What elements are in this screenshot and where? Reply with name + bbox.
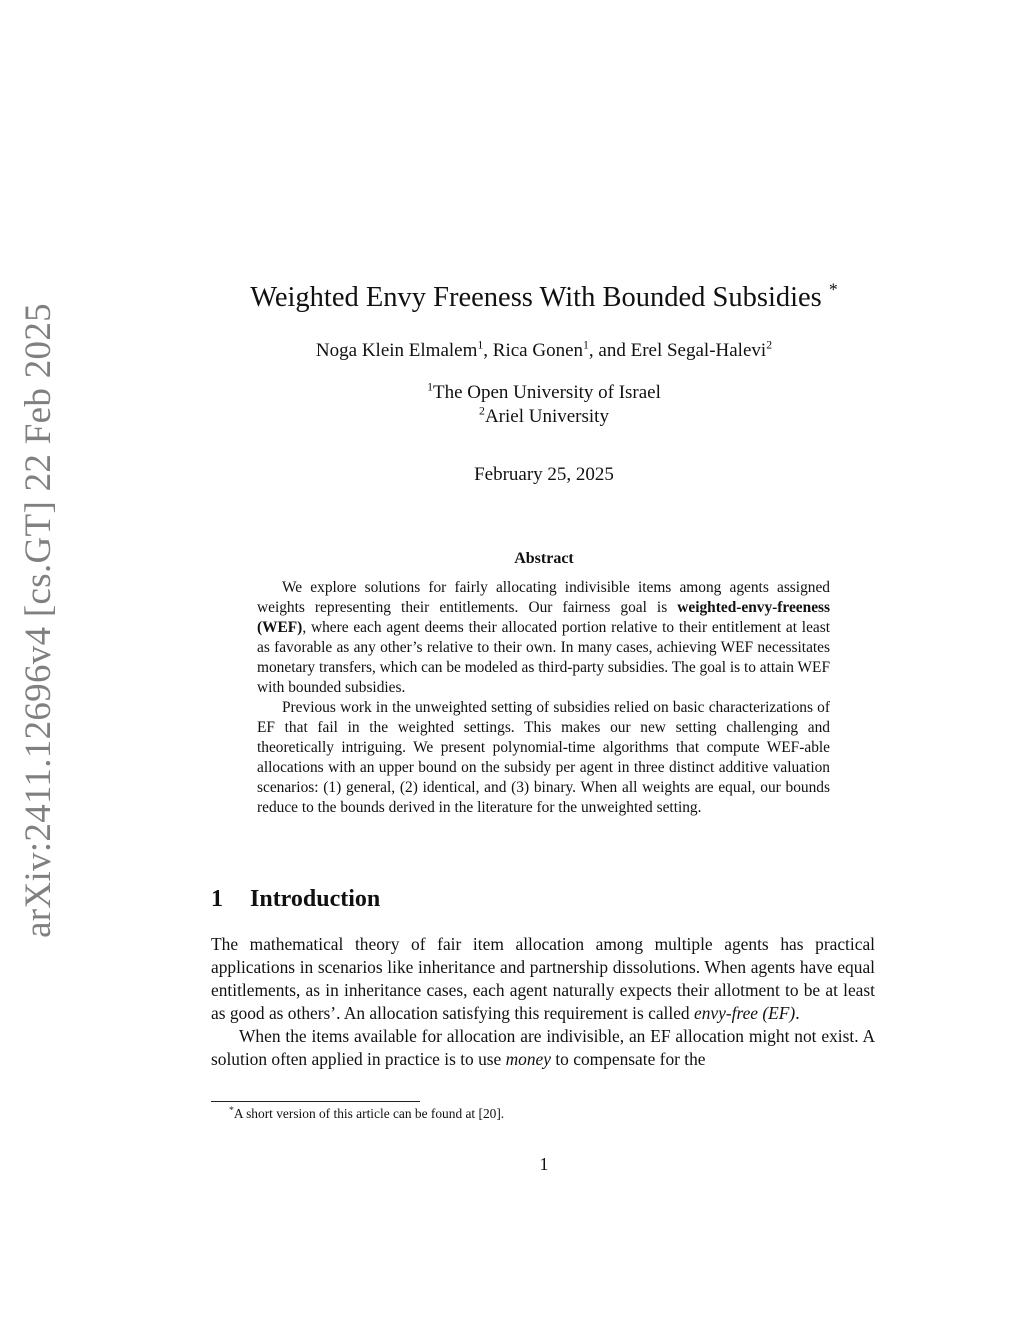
arxiv-id: arXiv:2411.12696v4 [cs.GT] 22 Feb 2025 bbox=[17, 302, 59, 938]
arxiv-stamp bbox=[14, 302, 62, 938]
intro-emphasis: money bbox=[505, 1049, 551, 1069]
author-separator: , bbox=[483, 340, 493, 361]
author-name: Noga Klein Elmalem bbox=[315, 340, 478, 361]
abstract-bold-term: weighted-envy-freeness (WEF) bbox=[257, 599, 830, 636]
abstract-paragraph: Previous work in the unweighted setting of subsidies relied on basic characterizations of EF that fail in the weighted settings. This makes our new setting challenging and theoretically intriguing. We present polynomial-time algorithms that compute WEF-able allocations with an upper bound on the subsidy per agent in three distinct additive valuation scenarios: (1) general, (2) identical, and (3) binary. When all weights are equal, our bounds reduce to the bounds derived in the literature for the unweighted setting. bbox=[257, 699, 830, 816]
paper-title bbox=[200, 279, 888, 314]
footnote-mark: * bbox=[229, 1105, 234, 1116]
footnote-text: A short version of this article can be found at [20]. bbox=[233, 1106, 505, 1121]
abstract-text: , where each agent deems their allocated portion relative to their entitlement at least as favorable as any other’s relative to their own. In many cases, achieving WEF necessitates monetary transfers, which can be modeled as third-party subsidies. The goal is to attain WEF with bounded subsidies. bbox=[257, 619, 831, 696]
intro-text: When the items available for allocation are indivisible, an EF allocation might not exist. A solution often applied in practice is to use bbox=[211, 1026, 875, 1069]
intro-text: The mathematical theory of fair item allocation among multiple agents has practical applications in scenarios like inheritance and partnership dissolutions. When agents have equal entitlements, as in inheritance cases, each agent naturally expects their allotment to be at least as good as others’. An allocation satisfying this requirement is called bbox=[211, 934, 875, 1023]
intro-emphasis: envy-free (EF) bbox=[693, 1003, 796, 1023]
footnote-rule bbox=[211, 1101, 420, 1102]
author-affiliation-mark: 1 bbox=[583, 338, 589, 352]
affiliation-name: Ariel University bbox=[484, 406, 609, 427]
affiliation-mark: 1 bbox=[427, 380, 433, 394]
affiliation bbox=[200, 382, 888, 404]
author-separator: , and bbox=[588, 340, 631, 361]
intro-text: . bbox=[795, 1003, 800, 1023]
affiliation-name: The Open University of Israel bbox=[432, 382, 661, 403]
intro-body bbox=[211, 933, 875, 1071]
abstract-paragraph bbox=[257, 578, 830, 698]
footnote bbox=[211, 1106, 504, 1122]
intro-paragraph bbox=[211, 1025, 875, 1071]
intro-paragraph bbox=[211, 933, 875, 1025]
intro-text: to compensate for the bbox=[551, 1049, 706, 1069]
paper-date: February 25, 2025 bbox=[474, 464, 614, 485]
author-affiliation-mark: 2 bbox=[766, 338, 773, 352]
section-heading bbox=[211, 886, 380, 913]
abstract-heading: Abstract bbox=[514, 550, 574, 567]
author-name: Erel Segal-Halevi bbox=[630, 340, 767, 361]
abstract-body bbox=[257, 578, 830, 818]
section-title: Introduction bbox=[250, 886, 381, 912]
title-footnote-mark: * bbox=[828, 279, 838, 300]
author-list bbox=[200, 340, 888, 362]
author-name: Rica Gonen bbox=[492, 340, 584, 361]
affiliation bbox=[200, 406, 888, 428]
section-number: 1 bbox=[211, 886, 223, 912]
page-number: 1 bbox=[539, 1154, 549, 1174]
author-affiliation-mark: 1 bbox=[477, 338, 484, 352]
abstract-text: We explore solutions for fairly allocating indivisible items among agents assigned weights representing their entitlements. Our fairness goal is bbox=[257, 579, 830, 616]
affiliation-mark: 2 bbox=[479, 404, 485, 418]
title-text: Weighted Envy Freeness With Bounded Subsidies bbox=[250, 282, 822, 313]
